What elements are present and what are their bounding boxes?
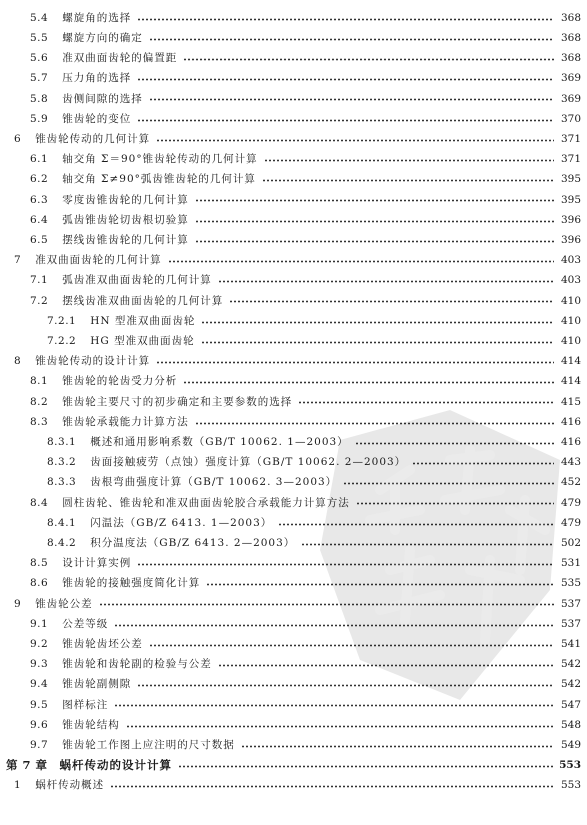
toc-entry-number: 7.2.1 bbox=[47, 314, 77, 327]
toc-entry-page: 368 bbox=[560, 52, 581, 65]
toc-entry-title: 摆线齿准双曲面齿轮的几何计算 bbox=[62, 294, 224, 307]
dot-leader bbox=[126, 725, 554, 728]
toc-entry-page: 403 bbox=[560, 274, 581, 287]
toc-entry-number: 8.3.2 bbox=[47, 456, 77, 469]
dot-leader bbox=[355, 442, 554, 445]
toc-entry-page: 368 bbox=[560, 31, 581, 44]
toc-entry-title: 轴交角 Σ≠90°弧齿锥齿轮的几何计算 bbox=[62, 173, 256, 186]
toc-entry-number: 9 bbox=[14, 597, 22, 610]
toc-entry-title: 锥齿轮的接触强度简化计算 bbox=[62, 577, 201, 590]
dot-leader bbox=[301, 543, 554, 546]
toc-entry-page: 395 bbox=[560, 173, 581, 186]
toc-entry-number: 8.6 bbox=[30, 577, 49, 590]
toc-entry-title: 锥齿轮承载能力计算方法 bbox=[62, 415, 189, 428]
toc-entry-page: 542 bbox=[560, 658, 581, 671]
toc-entry-page: 479 bbox=[560, 496, 581, 509]
toc-entry-page: 553 bbox=[559, 759, 581, 772]
toc-entry[interactable] bbox=[0, 512, 587, 534]
dot-leader bbox=[156, 361, 554, 364]
toc-entry-number: 8.2 bbox=[30, 395, 49, 408]
toc-entry-number: 5.7 bbox=[30, 72, 49, 85]
toc-entry-number: 7 bbox=[14, 254, 22, 267]
toc-entry-number: 8 bbox=[14, 355, 22, 368]
toc-entry[interactable] bbox=[0, 674, 587, 696]
dot-leader bbox=[156, 139, 554, 142]
dot-leader bbox=[149, 644, 554, 647]
toc-entry[interactable] bbox=[0, 350, 587, 372]
toc-entry-title: 螺旋角的选择 bbox=[62, 11, 132, 24]
toc-entry[interactable] bbox=[0, 472, 587, 494]
toc-entry-number: 9.6 bbox=[30, 718, 49, 731]
dot-leader bbox=[278, 523, 554, 526]
dot-leader bbox=[178, 765, 554, 768]
toc-entry-title: 锥齿轮公差 bbox=[35, 597, 93, 610]
toc-entry[interactable] bbox=[0, 775, 587, 797]
dot-leader bbox=[149, 38, 554, 41]
dot-leader bbox=[241, 745, 554, 748]
toc-entry-number: 9.2 bbox=[30, 637, 49, 650]
toc-entry[interactable] bbox=[0, 7, 587, 29]
toc-entry-number: 8.3.3 bbox=[47, 476, 77, 489]
dot-leader bbox=[183, 381, 554, 384]
toc-entry-title: 锥齿轮主要尺寸的初步确定和主要参数的选择 bbox=[62, 395, 293, 408]
dot-leader bbox=[206, 583, 554, 586]
toc-entry-title: 准双曲面齿轮的几何计算 bbox=[35, 254, 162, 267]
toc-entry-title: 齿面接触疲劳（点蚀）强度计算（GB/T 10062. 2—2003） bbox=[90, 456, 407, 469]
dot-leader bbox=[137, 563, 554, 566]
toc-entry-page: 549 bbox=[560, 738, 581, 751]
toc-entry-number: 9.3 bbox=[30, 658, 49, 671]
dot-leader bbox=[149, 98, 554, 101]
dot-leader bbox=[137, 78, 554, 81]
toc-entry-page: 410 bbox=[560, 334, 581, 347]
toc-entry-title: 设计计算实例 bbox=[62, 557, 132, 570]
toc-entry[interactable] bbox=[0, 290, 587, 312]
toc-entry-number: 5.4 bbox=[30, 11, 49, 24]
dot-leader bbox=[195, 220, 554, 223]
toc-entry-page: 368 bbox=[560, 11, 581, 24]
toc-entry-title: 锥齿轮副侧隙 bbox=[62, 678, 132, 691]
toc-entry[interactable] bbox=[0, 128, 587, 150]
toc-entry-page: 369 bbox=[560, 72, 581, 85]
toc-entry-page: 537 bbox=[560, 617, 581, 630]
toc-entry-number: 5.6 bbox=[30, 52, 49, 65]
toc-entry-page: 541 bbox=[560, 637, 581, 650]
toc-entry-number: 第 7 章 bbox=[6, 757, 48, 772]
toc-entry-number: 7.1 bbox=[30, 274, 49, 287]
toc-entry-page: 452 bbox=[560, 476, 581, 489]
toc-entry-page: 416 bbox=[560, 415, 581, 428]
toc-entry-number: 8.5 bbox=[30, 557, 49, 570]
toc-entry[interactable] bbox=[0, 27, 587, 49]
toc-entry[interactable] bbox=[0, 552, 587, 574]
toc-entry[interactable] bbox=[0, 88, 587, 110]
toc-entry-title: 蜗杆传动的设计计算 bbox=[59, 757, 173, 772]
toc-entry[interactable] bbox=[0, 573, 587, 595]
dot-leader bbox=[137, 18, 554, 21]
toc-entry-page: 371 bbox=[560, 153, 581, 166]
dot-leader bbox=[195, 240, 554, 243]
toc-entry[interactable] bbox=[0, 593, 587, 615]
toc-entry-title: 蜗杆传动概述 bbox=[35, 779, 105, 792]
dot-leader bbox=[195, 199, 554, 202]
toc-entry[interactable] bbox=[0, 411, 587, 433]
toc-entry-number: 8.4.2 bbox=[47, 536, 77, 549]
toc-entry[interactable] bbox=[0, 754, 587, 776]
toc-entry-title: 零度齿锥齿轮的几何计算 bbox=[62, 193, 189, 206]
toc-entry-page: 414 bbox=[560, 355, 581, 368]
toc-entry-number: 9.1 bbox=[30, 617, 49, 630]
toc-entry[interactable] bbox=[0, 734, 587, 756]
toc-entry-title: 锥齿轮和齿轮副的检验与公差 bbox=[62, 658, 212, 671]
toc-entry[interactable] bbox=[0, 209, 587, 231]
toc-entry-title: 锥齿轮结构 bbox=[62, 718, 120, 731]
dot-leader bbox=[356, 502, 554, 505]
toc-entry[interactable] bbox=[0, 270, 587, 292]
toc-entry-title: 锥齿轮传动的几何计算 bbox=[35, 132, 151, 145]
toc-entry-page: 396 bbox=[560, 233, 581, 246]
dot-leader bbox=[114, 704, 554, 707]
toc-entry-title: 齿根弯曲强度计算（GB/T 10062. 3—2003） bbox=[90, 476, 338, 489]
dot-leader bbox=[229, 300, 554, 303]
toc-entry-number: 5.8 bbox=[30, 92, 49, 105]
toc-entry-page: 370 bbox=[560, 112, 581, 125]
toc-entry[interactable] bbox=[0, 451, 587, 473]
dot-leader bbox=[201, 341, 554, 344]
toc-entry-page: 410 bbox=[560, 294, 581, 307]
toc-entry-page: 553 bbox=[560, 779, 581, 792]
toc-entry-page: 502 bbox=[560, 536, 581, 549]
toc-entry-number: 1 bbox=[14, 779, 22, 792]
toc-entry[interactable] bbox=[0, 613, 587, 635]
toc-entry-page: 542 bbox=[560, 678, 581, 691]
toc-entry-title: 摆线齿锥齿轮的几何计算 bbox=[62, 233, 189, 246]
toc-entry-page: 548 bbox=[560, 718, 581, 731]
toc-entry-title: 锥齿轮的变位 bbox=[62, 112, 132, 125]
dot-leader bbox=[168, 260, 554, 263]
dot-leader bbox=[201, 321, 554, 324]
dot-leader bbox=[137, 684, 554, 687]
dot-leader bbox=[262, 179, 554, 182]
toc-entry[interactable] bbox=[0, 189, 587, 211]
toc-entry[interactable] bbox=[0, 492, 587, 514]
toc-entry-number: 6.1 bbox=[30, 153, 49, 166]
toc-entry-number: 8.1 bbox=[30, 375, 49, 388]
dot-leader bbox=[137, 119, 554, 122]
toc-entry-title: 概述和通用影响系数（GB/T 10062. 1—2003） bbox=[90, 435, 349, 448]
toc-entry-title: 闪温法（GB/Z 6413. 1—2003） bbox=[90, 516, 273, 529]
dot-leader bbox=[218, 664, 554, 667]
toc-entry-number: 8.4.1 bbox=[47, 516, 77, 529]
toc-entry[interactable] bbox=[0, 714, 587, 736]
toc-entry-title: HN 型准双曲面齿轮 bbox=[90, 314, 196, 327]
toc-entry-page: 395 bbox=[560, 193, 581, 206]
toc-entry-number: 9.5 bbox=[30, 698, 49, 711]
toc-entry-title: 轴交角 Σ＝90°锥齿轮传动的几何计算 bbox=[62, 153, 258, 166]
toc-entry-title: 锥齿轮齿坯公差 bbox=[62, 637, 143, 650]
toc-entry[interactable] bbox=[0, 694, 587, 716]
toc-entry[interactable] bbox=[0, 148, 587, 170]
toc-entry-page: 403 bbox=[560, 254, 581, 267]
toc-entry-title: 锥齿轮传动的设计计算 bbox=[35, 355, 151, 368]
dot-leader bbox=[114, 624, 554, 627]
toc-entry[interactable] bbox=[0, 169, 587, 191]
toc-entry-title: 螺旋方向的确定 bbox=[62, 31, 143, 44]
toc-entry-number: 6.4 bbox=[30, 213, 49, 226]
toc-entry-number: 9.4 bbox=[30, 678, 49, 691]
toc-entry-page: 369 bbox=[560, 92, 581, 105]
toc-entry-number: 7.2.2 bbox=[47, 334, 77, 347]
toc-entry-title: 准双曲面齿轮的偏置距 bbox=[62, 52, 178, 65]
toc-entry-number: 5.9 bbox=[30, 112, 49, 125]
toc-entry[interactable] bbox=[0, 68, 587, 90]
toc-entry-page: 537 bbox=[560, 597, 581, 610]
toc-entry-title: 齿侧间隙的选择 bbox=[62, 92, 143, 105]
dot-leader bbox=[183, 58, 554, 61]
toc-entry-page: 371 bbox=[560, 132, 581, 145]
toc-entry-page: 531 bbox=[560, 557, 581, 570]
toc-entry-page: 479 bbox=[560, 516, 581, 529]
toc-entry[interactable] bbox=[0, 310, 587, 332]
toc-entry-number: 7.2 bbox=[30, 294, 49, 307]
toc-entry[interactable] bbox=[0, 532, 587, 554]
toc-entry-title: 圆柱齿轮、锥齿轮和准双曲面齿轮胶合承载能力计算方法 bbox=[62, 496, 350, 509]
toc-entry-page: 415 bbox=[560, 395, 581, 408]
toc-entry-number: 5.5 bbox=[30, 31, 49, 44]
toc-entry-number: 6.3 bbox=[30, 193, 49, 206]
toc-entry-title: 图样标注 bbox=[62, 698, 109, 711]
dot-leader bbox=[343, 482, 554, 485]
toc-entry-page: 443 bbox=[560, 456, 581, 469]
toc-entry-page: 416 bbox=[560, 435, 581, 448]
toc-entry[interactable] bbox=[0, 371, 587, 393]
toc-entry-title: 公差等级 bbox=[62, 617, 109, 630]
toc-entry-title: 锥齿轮工作图上应注明的尺寸数据 bbox=[62, 738, 235, 751]
toc-entry[interactable] bbox=[0, 653, 587, 675]
toc-entry-page: 414 bbox=[560, 375, 581, 388]
dot-leader bbox=[99, 603, 554, 606]
toc-entry-number: 8.4 bbox=[30, 496, 49, 509]
toc-entry-title: 锥齿轮的轮齿受力分析 bbox=[62, 375, 178, 388]
toc-entry-number: 6.2 bbox=[30, 173, 49, 186]
dot-leader bbox=[264, 159, 554, 162]
toc-entry[interactable] bbox=[0, 47, 587, 69]
toc-entry-title: 积分温度法（GB/Z 6413. 2—2003） bbox=[90, 536, 296, 549]
toc-entry-number: 6.5 bbox=[30, 233, 49, 246]
toc-entry[interactable] bbox=[0, 431, 587, 453]
toc-entry-page: 535 bbox=[560, 577, 581, 590]
toc-entry[interactable] bbox=[0, 391, 587, 413]
toc-entry-title: HG 型准双曲面齿轮 bbox=[90, 334, 195, 347]
toc-entry-page: 547 bbox=[560, 698, 581, 711]
toc-entry-title: 压力角的选择 bbox=[62, 72, 132, 85]
dot-leader bbox=[218, 280, 554, 283]
toc-entry-number: 8.3 bbox=[30, 415, 49, 428]
toc-entry[interactable] bbox=[0, 229, 587, 251]
toc-entry[interactable] bbox=[0, 330, 587, 352]
dot-leader bbox=[298, 401, 554, 404]
toc-entry-title: 弧齿锥齿轮切齿根切验算 bbox=[62, 213, 189, 226]
toc-entry-page: 396 bbox=[560, 213, 581, 226]
toc-entry-number: 9.7 bbox=[30, 738, 49, 751]
toc-entry-number: 8.3.1 bbox=[47, 435, 77, 448]
toc-entry[interactable] bbox=[0, 108, 587, 130]
toc-entry-title: 弧齿准双曲面齿轮的几何计算 bbox=[62, 274, 212, 287]
dot-leader bbox=[110, 785, 554, 788]
toc-entry[interactable] bbox=[0, 633, 587, 655]
dot-leader bbox=[195, 422, 554, 425]
toc-entry[interactable] bbox=[0, 249, 587, 271]
toc-entry-number: 6 bbox=[14, 132, 22, 145]
dot-leader bbox=[412, 462, 554, 465]
toc-entry-page: 410 bbox=[560, 314, 581, 327]
